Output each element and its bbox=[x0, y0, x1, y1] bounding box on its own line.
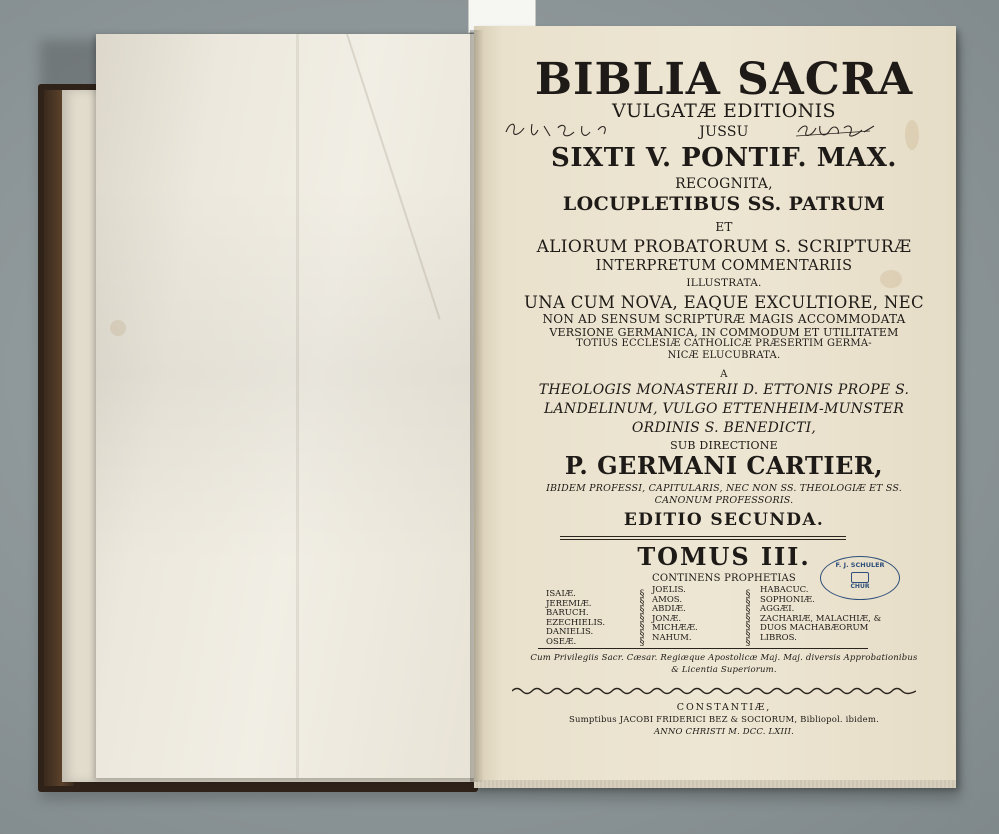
list-item: JOELIS. bbox=[652, 585, 686, 595]
list-item: EZECHIELIS. bbox=[546, 617, 606, 628]
privilege-line: & Licentia Superiorum. bbox=[671, 665, 777, 675]
title-line: ORDINIS S. BENEDICTI, bbox=[631, 420, 817, 436]
list-item: MICHÆÆ. bbox=[652, 623, 698, 634]
ornamental-brace: § § § § § § § bbox=[639, 589, 645, 648]
stamp-emblem-icon bbox=[851, 572, 869, 583]
handwritten-ownership-inscription bbox=[498, 114, 878, 144]
flyleaf-page bbox=[96, 34, 478, 778]
list-item: ZACHARIÆ, MALACHIÆ, & bbox=[760, 613, 882, 624]
book-title: BIBLIA SACRA bbox=[534, 54, 914, 105]
title-line: SUB DIRECTIONE bbox=[670, 439, 778, 452]
list-item: LIBROS. bbox=[760, 632, 797, 643]
title-line: LANDELINUM, VULGO ETTENHEIM-MUNSTER bbox=[543, 401, 905, 417]
printers-ornament-border bbox=[512, 686, 916, 696]
list-item: HABACUC. bbox=[760, 585, 809, 595]
list-item: JONÆ. bbox=[652, 613, 682, 624]
title-line: JUSSU bbox=[699, 124, 749, 140]
title-line: CANONUM PROFESSORIS. bbox=[654, 495, 794, 506]
list-item: AMOS. bbox=[652, 594, 683, 605]
list-item: OSEÆ. bbox=[546, 636, 577, 647]
double-rule bbox=[560, 539, 846, 540]
title-line: RECOGNITA, bbox=[675, 176, 773, 192]
shelf-label-text bbox=[469, 0, 535, 3]
rule bbox=[538, 648, 868, 649]
title-line: ALIORUM PROBATORUM S. SCRIPTURÆ bbox=[536, 237, 912, 257]
edition-line: EDITIO SECUNDA. bbox=[623, 510, 825, 530]
title-page-text bbox=[474, 26, 956, 786]
list-item: DANIELIS. bbox=[546, 627, 594, 638]
list-item: DUOS MACHABÆORUM bbox=[760, 623, 869, 634]
title-line: NON AD SENSUM SCRIPTURÆ MAGIS ACCOMMODATA bbox=[542, 312, 906, 326]
prophets-column-1 bbox=[546, 590, 605, 648]
volume-line: TOMUS III. bbox=[637, 542, 811, 571]
list-item: SOPHONIÆ. bbox=[760, 594, 815, 605]
privilege-line: Cum Privilegiis Sacr. Cæsar. Regiæque Apostolicæ Maj. Maj. diversis Approbationibus bbox=[530, 653, 918, 663]
stamp-text-bottom: CHUR bbox=[850, 583, 870, 590]
stamp-text-top: F. J. SCHULER bbox=[835, 561, 885, 569]
title-line: LOCUPLETIBUS SS. PATRUM bbox=[562, 193, 886, 215]
title-line: A bbox=[720, 369, 728, 380]
title-line: VULGATÆ EDITIONIS bbox=[612, 100, 836, 122]
title-line: NICÆ ELUCUBRATA. bbox=[667, 350, 781, 361]
list-item: ISAIÆ. bbox=[546, 589, 576, 599]
list-item: NAHUM. bbox=[652, 632, 692, 643]
list-item: JEREMIÆ. bbox=[546, 598, 592, 609]
imprint-year: ANNO CHRISTI M. DCC. LXIII. bbox=[653, 727, 794, 737]
ornamental-brace: § § § § § § § bbox=[745, 589, 751, 648]
title-line: THEOLOGIS MONASTERII D. ETTONIS PROPE S. bbox=[538, 382, 910, 398]
title-line: INTERPRETUM COMMENTARIIS bbox=[595, 258, 853, 274]
imprint-place: CONSTANTIÆ, bbox=[676, 702, 772, 713]
title-line: ET bbox=[715, 220, 733, 234]
title-line: VERSIONE GERMANICA, IN COMMODUM ET UTILITATEM bbox=[549, 326, 899, 339]
imprint-publisher: Sumptibus JACOBI FRIDERICI BEZ & SOCIORUM, Bibliopol. ibidem. bbox=[569, 715, 879, 725]
list-item: BARUCH. bbox=[546, 608, 589, 619]
title-line: ILLUSTRATA. bbox=[686, 277, 762, 289]
editor-name: P. GERMANI CARTIER, bbox=[564, 451, 884, 480]
list-item: ABDIÆ. bbox=[652, 604, 686, 615]
contents-heading: CONTINENS PROPHETIAS bbox=[652, 573, 796, 584]
title-line: UNA CUM NOVA, EAQUE EXCULTIORE, NEC bbox=[523, 293, 925, 312]
double-rule bbox=[560, 536, 846, 537]
title-line: TOTIUS ECCLESIÆ CATHOLICÆ PRÆSERTIM GERMA- bbox=[576, 338, 872, 349]
owner-stamp bbox=[820, 556, 900, 600]
prophets-column-2 bbox=[652, 586, 698, 644]
flyleaf-fold-shading bbox=[96, 184, 478, 564]
foxing-spot bbox=[110, 320, 126, 336]
title-line: SIXTI V. PONTIF. MAX. bbox=[551, 143, 897, 173]
list-item: AGGÆI. bbox=[760, 604, 795, 615]
title-line: IBIDEM PROFESSI, CAPITULARIS, NEC NON SS. THEOLOGIÆ ET SS. bbox=[546, 483, 902, 494]
